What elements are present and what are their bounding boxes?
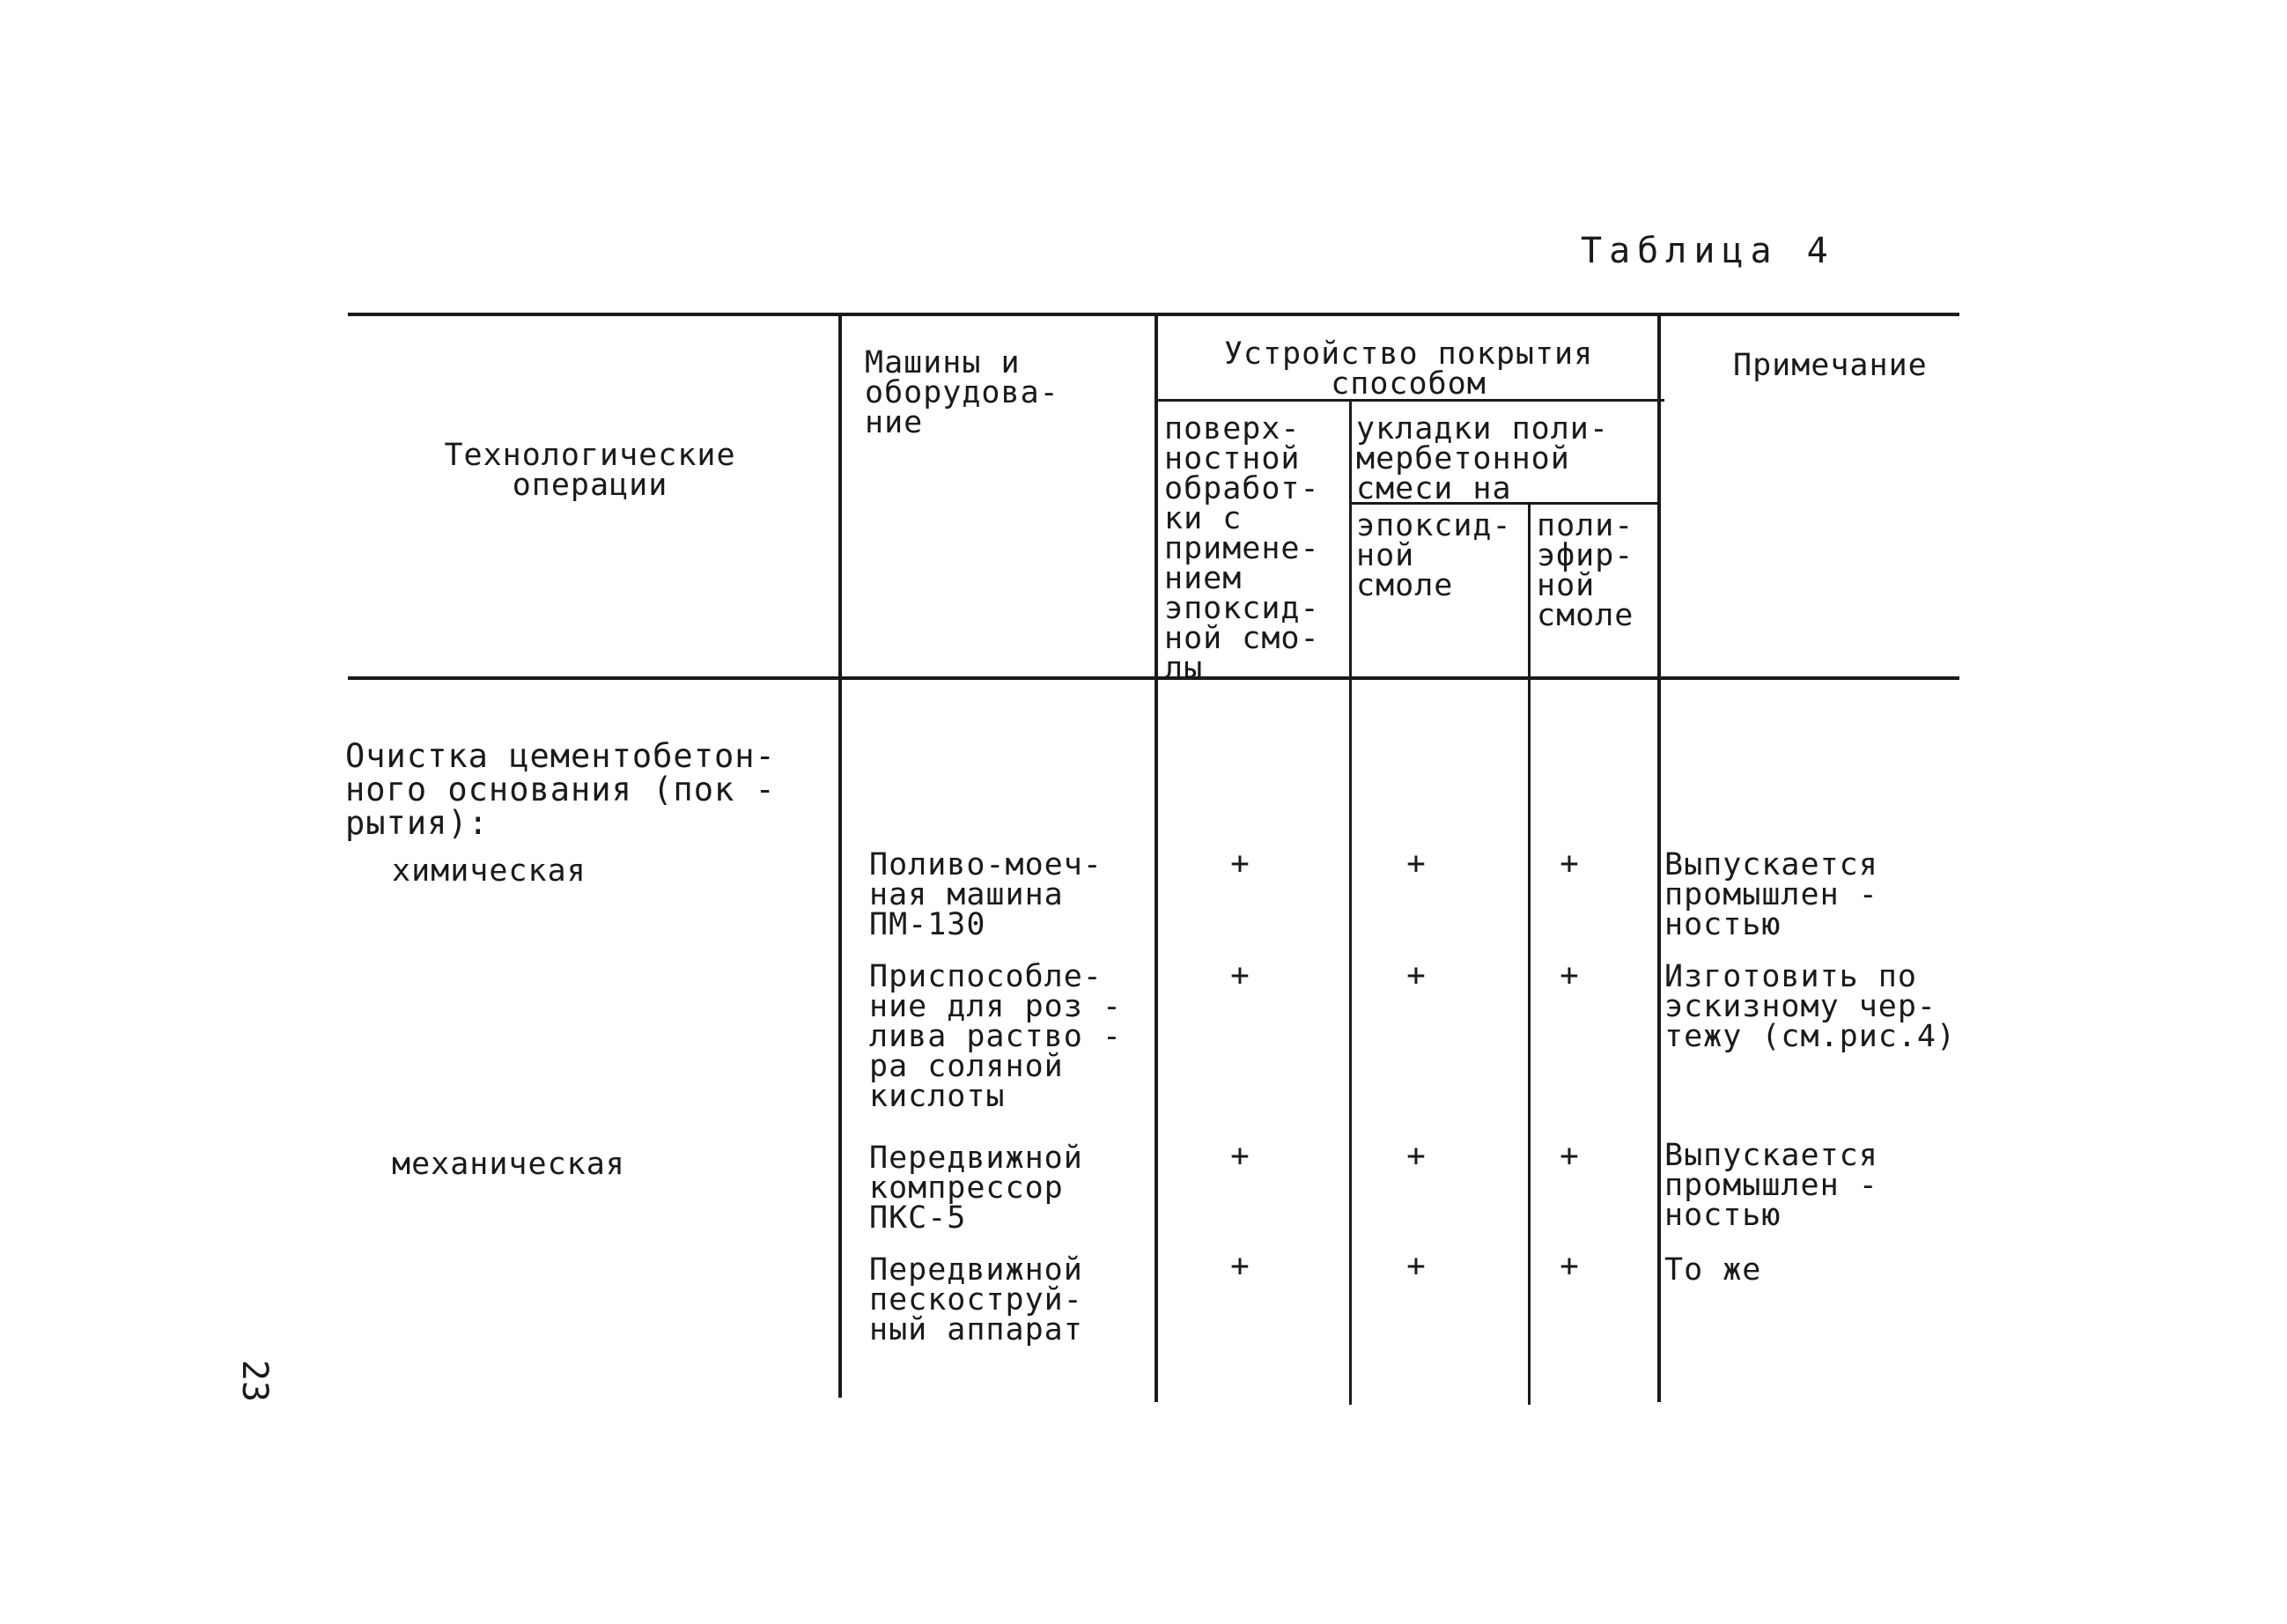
row-4-surface-mark: + [1230,1248,1250,1284]
row-3-operation: механическая [392,1147,625,1182]
row-1-operation: химическая [392,853,587,889]
column-rule-3 [1349,401,1352,1405]
page-number: 23 [234,1359,276,1403]
header-polyester-resin: поли- эфир- ной смоле [1537,508,1634,633]
row-4-machine: Передвижной пескоструй- ный аппарат [869,1252,1083,1347]
group-label: Очистка цементобетон- ного основания (пок - рытия): [345,737,776,842]
row-2-note: Изготовить по эскизному чер- тежу (см.рис.4) [1664,959,1957,1054]
header-operations: Технологические операции [444,438,736,503]
column-rule-5 [1657,314,1661,1402]
row-2-polyester-mark: + [1560,957,1579,993]
row-4-note: То же [1664,1252,1762,1288]
row-3-polyester-mark: + [1560,1138,1579,1174]
row-3-surface-mark: + [1230,1138,1250,1174]
row-1-surface-mark: + [1230,845,1250,882]
header-method: Устройство покрытия способом [1223,336,1594,402]
row-3-note: Выпускается промышлен - ностью [1664,1138,1878,1233]
row-2-surface-mark: + [1230,957,1250,993]
header-machines: Машины и оборудова- ние [865,345,1059,440]
header-surface-treatment: поверх- ностной обработ- ки с примене- нием эпоксид- ной смо- лы [1164,411,1320,686]
header-epoxy-resin: эпоксид- ной смоле [1356,508,1512,603]
column-rule-2 [1155,314,1158,1402]
row-2-machine: Приспособле- ние для роз - лива раство - ра соляной кислоты [869,959,1122,1114]
row-3-epoxy-mark: + [1406,1138,1426,1174]
row-2-epoxy-mark: + [1406,957,1426,993]
column-rule-1 [838,314,842,1398]
header-polymer-laying: укладки поли- мербетонной смеси на [1356,411,1609,506]
row-3-machine: Передвижной компрессор ПКС-5 [869,1140,1083,1236]
column-rule-4 [1528,502,1531,1405]
row-1-polyester-mark: + [1560,845,1579,882]
row-4-polyester-mark: + [1560,1248,1579,1284]
table-top-rule [348,313,1959,316]
row-1-epoxy-mark: + [1406,845,1426,882]
table-title: Таблица 4 [1581,231,1835,271]
header-note: Примечание [1733,348,1928,383]
header-bottom-rule [348,676,1959,680]
row-1-note: Выпускается промышлен - ностью [1664,847,1878,942]
row-1-machine: Поливо-моеч- ная машина ПМ-130 [869,847,1103,942]
row-4-epoxy-mark: + [1406,1248,1426,1284]
